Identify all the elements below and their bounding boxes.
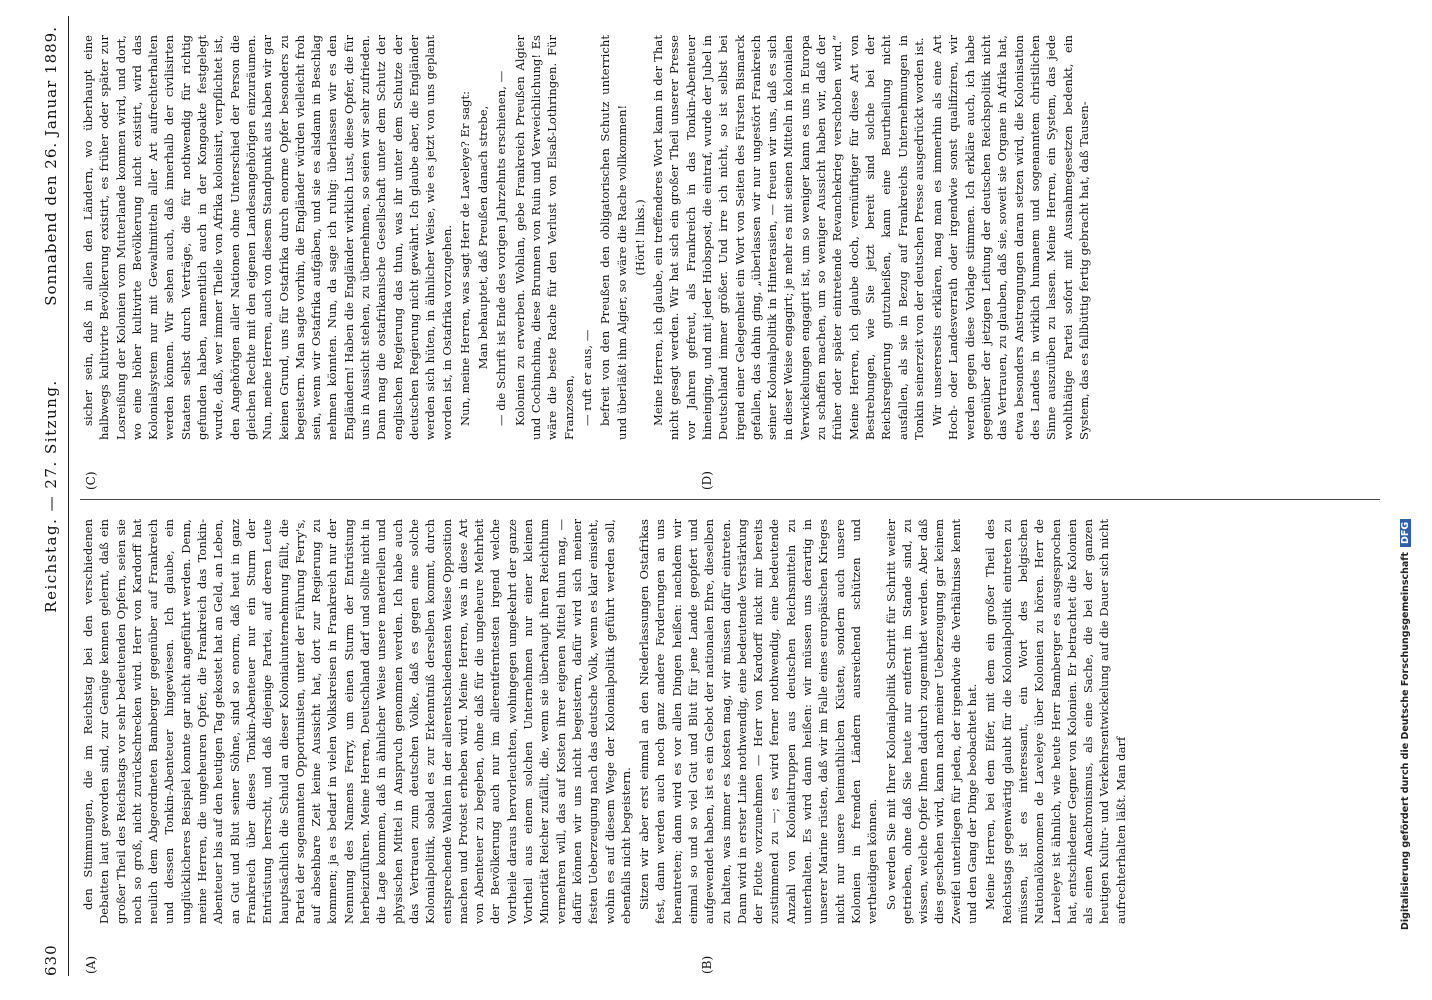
page-number: 630 <box>42 944 60 976</box>
margin-letter-c: (C) <box>84 471 98 490</box>
paragraph: Sitzen wir aber erst einmal an den Niederlassungen Ostafrikas fest, dann werden auch noch ganz andere Forderungen an uns herantreten; dann wird es vor allen Dingen heißen: nachdem wir einmal so und so viel Gut und Blut für jene Lande geopfert und aufgewendet haben, ist es ein Gebot der nationalen Ehre, dieselben zu halten, was immer es kosten mag, wir müssen dafür eintreten. Dann wird in erster Linie nothwendig, eine bedeutende Verstärkung der Flotte vorzunehmen — Herr von Kardorff nickt mir bereits zustimmend zu —; es wird ferner nothwendig, eine bedeutende Anzahl von Kolonialtruppen aus deutschen Reichsmitteln zu unterhalten. Es wird dann heißen: wir müssen uns derartig in unserer Marine rüsten, daß wir im Falle eines europäischen Krieges nicht nur unsere heimathlichen Küsten, sondern auch unsere Kolonien in fremden Ländern ausreichend schützen und vertheidigen können. <box>637 519 880 924</box>
quote-paragraph: befreit von den Preußen den obligatorischen Schutz unterricht und überläßt ihm Algier, so wäre die Rache vollkommen! <box>598 35 629 440</box>
text-column-right <box>80 35 1094 440</box>
paragraph: Meine Herren, bei dem Eifer, mit dem ein großer Theil des Reichstags gegenwärtig glaubt für die Kolonialpolitik eintreten zu müssen, ist es interessant, ein Wort des belgischen Nationalökonomen de Laveleye über Kolonien zu hören. Herr de Laveleye ist ähnlich, wie heute Herr Bamberger es ausgesprochen hat, entschiedener Gegner von Kolonien. Er betrachtet die Kolonien als einen Anachronismus, als eine Sache, die bei der ganzen heutigen Kultur- und Verkehrsentwickelung auf die Dauer sich nicht aufrechterhalten läßt. Man darf <box>983 519 1128 924</box>
quote-paragraph: Kolonien zu erwerben. Wohlan, gebe Frankreich Preußen Algier und Cochinchina, diese Brunnen von Ruin und Verweichlichung! Es wäre die beste Rache für den Verlust von Elsaß-Lothringen. Für Franzosen, <box>512 35 576 440</box>
quote-line: Man behauptet, daß Preußen danach strebe, <box>476 105 491 370</box>
margin-letter-a: (A) <box>84 955 98 974</box>
margin-letter-d: (D) <box>700 471 714 490</box>
paragraph: den Stimmungen, die im Reichstag bei den verschiedenen Debatten laut geworden sind, zur Genüge kennen gelernt, daß ein großer Theil des Reichstags vor sehr bedeutenden Opfern, seien sie noch so groß, nicht zurückschrecken wird. Herr von Kardorff hat neulich dem Abgeordneten Bamberger gegenüber auf Frankreich und dessen Tonkin-Abenteuer hingewiesen. Ich glaube, ein unglücklicheres Beispiel konnte gar nicht angeführt werden. Denn, meine Herren, die ungeheuren Opfer, die Frankreich das Tonkin-Abenteuer bis auf den heutigen Tag gekostet hat an Geld, an Leben, an Gut und Blut seiner Söhne, sind so enorm, daß heut in ganz Frankreich über dieses Tonkin-Abenteuer nur ein Sturm der Entrüstung herrscht, und daß diejenige Partei, auf deren Leute hauptsächlich die Schuld an dieser Kolonialunternehmung fällt, die Partei der sogenannten Opportunisten, unter der Führung Ferry's, auf absehbare Zeit keine Aussicht hat, dort zur Regierung zu kommen; ja es bedarf in vielen Volkskreisen in Frankreich nur der Nennung des Namens Ferry, um einen Sturm der Entrüstung herbeizuführen. Meine Herren, Deutschland darf und sollte nicht in die Lage kommen, daß in ähnlicher Weise unsere materiellen und physischen Mittel in Anspruch genommen werden. Ich habe auch das Vertrauen zum deutschen Volke, daß es gegen eine solche Kolonialpolitik, sobald es zur Erkenntniß derselben kommt, durch entsprechende Wahlen in der allerentschiedensten Weise Opposition machen und Protest erheben wird. Meine Herren, was in diese Art von Abenteuer zu begeben, ohne daß für die ungeheure Mehrheit der Bevölkerung auch nur im allerentferntesten irgend welche Vortheile daraus hervorleuchten, wohingegen umgekehrt der ganze Vortheil aus einem solchen Unternehmen nur einer kleinen Minorität Reicher zufällt, die, wenn sie überhaupt ihren Reichthum vermehren will, das auf Kosten ihrer eigenen Mittel thun mag, — dafür können wir uns nicht begeistern, dafür wird sich meiner festen Ueberzeugung nach das deutsche Volk, wenn es klar einsieht, wohin es auf diesem Wege der Kolonialpolitik geführt werden soll, ebenfalls nicht begeistern. <box>81 519 633 924</box>
header-rule <box>68 16 69 976</box>
paragraph: Nun, meine Herren, was sagt Herr de Laveleye? Er sagt: <box>457 90 472 426</box>
paragraph: Meine Herren, ich glaube, ein treffenderes Wort kann in der That nicht gesagt werden. Wir hat sich ein großer Theil unserer Presse vor Jahren gefreut, als Frankreich in das Tonkin-Abenteuer hineinging, und mit jeder Hiobspost, die eintraf, wurde der Jubel in Deutschland immer größer. Und irre ich nicht, so ist selbst bei irgend einer Gelegenheit ein Wort von Seiten des Fürsten Bismarck gefallen, das dahin ging, „überlassen wir nur ungestört Frankreich seiner Kolonialpolitik in Hinterasien, — freuen wir uns, daß es sich in dieser Weise engagirt; je mehr es mit seinen Mitteln in kolonialen Verwickelungen engagirt ist, um so weniger kann es uns in Europa zu schaffen machen, um so weniger Aussicht haben wir, daß der früher oder später eintretende Revanchekrieg verschoben wird.“ Meine Herren, ich glaube doch, vernünftiger für diese Art von Bestrebungen, wie Sie jetzt bereit sind solche bei der Reichsregierung gutzuheißen, kann eine Beurtheilung nicht ausfallen, als sie in Bezug auf Frankreichs Unternehmungen in Tonkin seinerzeit von der deutschen Presse ausgedrückt worden ist. <box>651 35 926 440</box>
paragraph: sicher sein, daß in allen den Ländern, wo überhaupt eine halbwegs kultivirte Bevölkerung existirt, es früher oder später zur Losreißung der Kolonien vom Mutterlande kommen wird, und dort, wo eine höher kultivirte Bevölkerung nicht existirt, wird das Kolonialsystem nur mit Gewaltmitteln aller Art aufrechterhalten werden können. Wir sehen auch, daß innerhalb der civilisirten Staaten selbst durch Verträge, die für nothwendig für richtig gefunden haben, namentlich auch in der Kongoakte festgelegt wurde, daß, wer immer Theile von Afrika kolonisirt, verpflichtet ist, den Angehörigen aller Nationen ohne Unterschied der Person die gleichen Rechte mit den eigenen Landesangehörigen einzuräumen. Nun, meine Herren, auch von diesem Standpunkt aus haben wir gar keinen Grund, uns für Ostafrika durch enorme Opfer besonders zu begeistern. Man sagte vorhin, die Engländer würden vielleicht froh sein, wenn wir Ostafrika aufgäben, und sie es alsdann in Beschlag nehmen könnten. Nun, da sage ich ruhig: überlassen wir es den Engländern! Haben die Engländer wirklich Lust, diese Opfer, die für uns in Aussicht stehen, zu übernehmen, so seien wir sehr zufrieden. Dann mag die ostafrikanische Gesellschaft unter dem Schutz der englischen Regierung das thun, was ihr unter dem Schutze der deutschen Regierung nicht gewährt. Ich glaube aber, die Engländer werden sich hüten, in ähnlicher Weise, wie es jetzt von uns geplant worden ist, in Ostafrika vorzugehen. <box>81 35 454 440</box>
margin-letter-b: (B) <box>700 955 714 974</box>
column-divider <box>80 499 1380 500</box>
aside-line: — die Schrift ist Ende des vorigen Jahrzehnts erschienen, — <box>494 70 509 426</box>
page-title: Reichstag. — 27. Sitzung. <box>42 379 60 613</box>
digitization-credit <box>1400 521 1430 990</box>
paragraph: Wir unsererseits erklären, mag man es immerhin als eine Art Hoch- oder Landesverrath oder irgendwie sonst qualifiziren, wir werden gegen diese Vorlage stimmen. Ich erkläre auch, ich habe gegenüber der jetzigen Leitung der deutschen Reichspolitik nicht das Vertrauen, zu glauben, daß sie, soweit sie Organe in Afrika hat, etwa besonders Anstrengungen daran setzen wird, die Kolonisation des Landes in wirklich humanem und sogenanntem christlichen Sinne auszuüben zu lassen. Meine Herren, ein System, das jede wohlthätige Partei sofort mit Ausnahmegesetzen bedenkt, ein System, das es fallbüttig fertig gebracht hat, daß Tausen- <box>930 35 1091 440</box>
page-date: Sonnabend den 26. Januar 1889. <box>42 26 60 306</box>
text-column-left <box>80 519 1131 924</box>
credit-text: Digitalisierung gefördert durch die Deutsche Forschungsgemeinschaft <box>1400 552 1411 930</box>
interjection: (Hört! links.) <box>632 199 647 276</box>
paragraph: So werden Sie mit Ihrer Kolonialpolitik Schritt für Schritt weiter getrieben, ohne daß Sie heute nur entfernt im Stande sind, zu wissen, welche Opfer Ihnen dadurch zugemuthet werden. Aber daß dies geschehen wird, kann nach meiner Ueberzeugung gar keinem Zweifel unterliegen für jeden, der irgendwie die Verhältnisse kennt und den Gang der Dinge beobachtet hat. <box>883 519 980 924</box>
dfg-logo: DFG <box>1400 519 1411 547</box>
page-header <box>38 16 68 976</box>
aside-line: — ruft er aus, — <box>579 329 594 426</box>
